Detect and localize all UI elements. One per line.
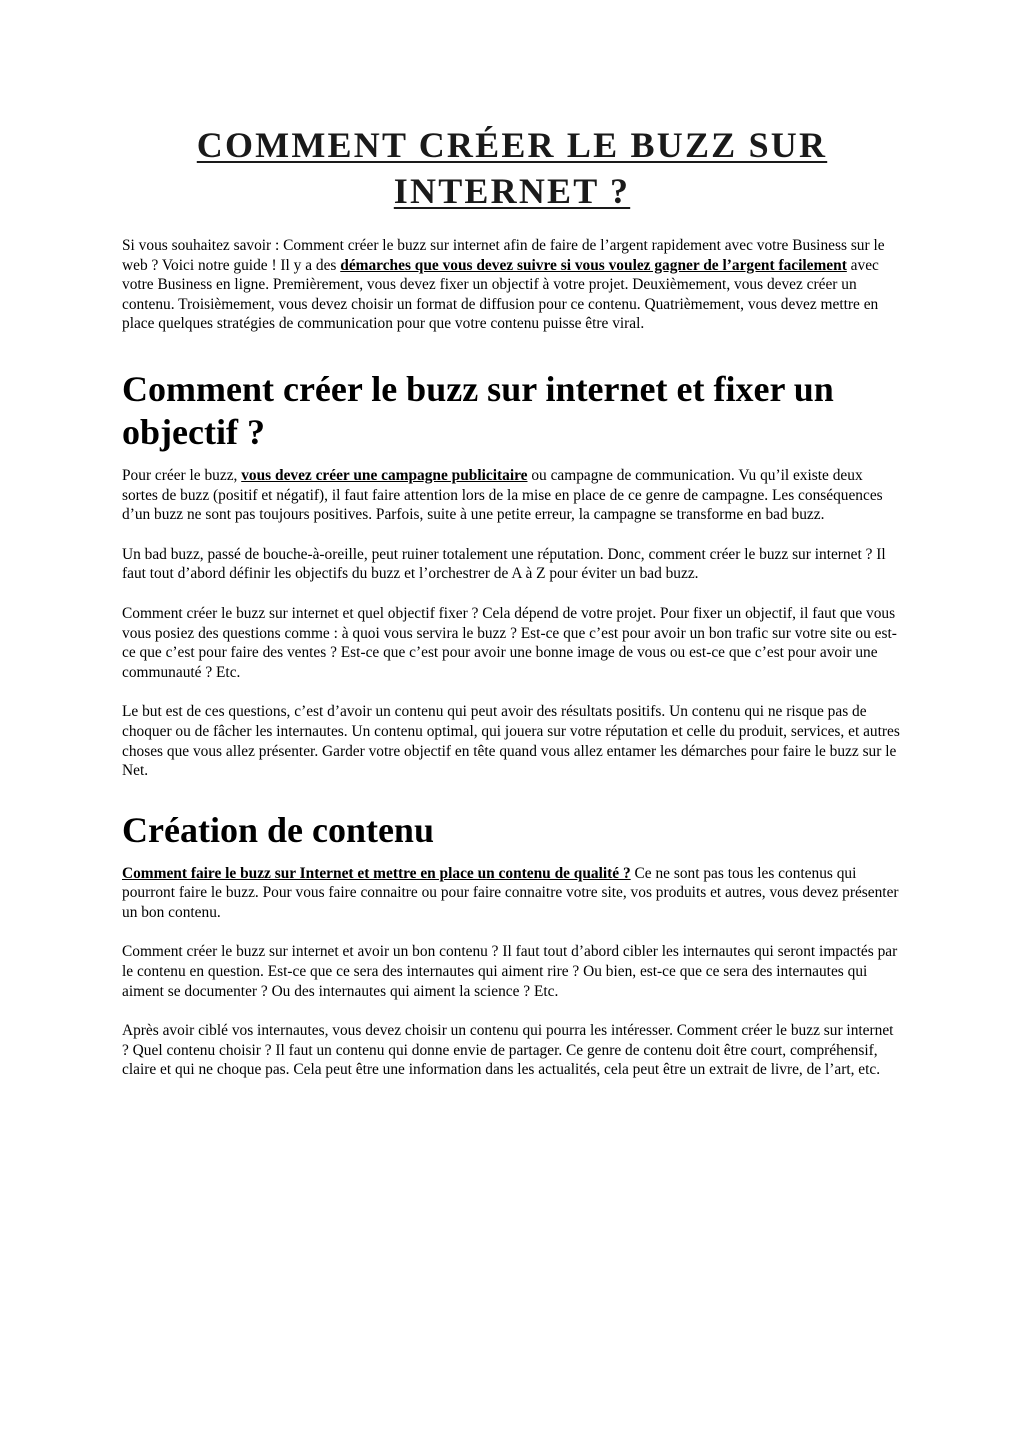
section1-p1-text-start: Pour créer le buzz,	[122, 466, 242, 484]
section1-p1-text-end: ou campagne de communication. Vu qu’il existe deux sortes de buzz (positif et négatif), il faut faire attention lors de la mise en place de ce genre de campagne. Les conséquences d’un buzz ne sont pas toujours positives. Parfois, suite à une petite erreur, la campagne se transforme en bad buzz.	[122, 466, 883, 524]
section2-paragraph-3: Après avoir ciblé vos internautes, vous devez choisir un contenu qui pourra les intéresser. Comment créer le buzz sur internet ? Quel contenu choisir ? Il faut un contenu qui donne envie de partager. Ce genre de contenu doit être court, compréhensif, claire et qui ne choque pas. Cela peut être une information dans les actualités, cela peut être un extrait de livre, de l’art, etc.	[122, 1022, 894, 1079]
page-title	[122, 122, 902, 214]
section1-paragraph-4: Le but est de ces questions, c’est d’avoir un contenu qui peut avoir des résultats positifs. Un contenu qui ne risque pas de choquer ou de fâcher les internautes. Un contenu optimal, qui jouera sur votre réputation et celle du produit, services, et autres choses que vous allez présenter. Garder votre objectif en tête quand vous allez entamer les démarches pour faire le buzz sur le Net.	[122, 703, 900, 780]
document-page	[122, 122, 902, 1100]
section1-paragraph-1	[122, 466, 902, 525]
page-title-text: COMMENT CRÉER LE BUZZ SUR INTERNET ?	[196, 125, 828, 211]
section2-paragraph-2: Comment créer le buzz sur internet et avoir un bon contenu ? Il faut tout d’abord cibler les internautes qui seront impactés par le contenu en question. Est-ce que ce sera des internautes qui aiment rire ? Ou bien, est-ce que ce sera des internautes qui aiment se documenter ? Ou des internautes qui aiment la science ? Etc.	[122, 943, 898, 1000]
contenu-qualite-link[interactable]: Comment faire le buzz sur Internet et mettre en place un contenu de qualité ?	[122, 864, 631, 882]
intro-text-start: Si vous souhaitez savoir : Comment créer le buzz sur internet afin de faire de l’argent rapidement avec votre Business sur le web ? Voici notre guide ! Il y a des	[122, 237, 885, 274]
section1-paragraph-2: Un bad buzz, passé de bouche-à-oreille, peut ruiner totalement une réputation. Donc, comment créer le buzz sur internet ? Il faut tout d’abord définir les objectifs du buzz et l’orchestrer de A à Z pour éviter un bad buzz.	[122, 545, 886, 583]
intro-link[interactable]: démarches que vous devez suivre si vous voulez gagner de l’argent facilement	[340, 256, 847, 274]
campagne-publicitaire-link[interactable]: vous devez créer une campagne publicitaire	[241, 466, 528, 484]
section2-paragraph-1	[122, 864, 902, 923]
section-heading-contenu: Création de contenu	[122, 809, 434, 850]
section-heading-objectif: Comment créer le buzz sur internet et fixer un objectif ?	[122, 368, 834, 452]
intro-text-end: avec votre Business en ligne. Premièrement, vous devez fixer un objectif à votre projet. Deuxièmement, vous devez créer un contenu. Troisièmement, vous devez choisir un format de diffusion pour ce contenu. Quatrièmement, vous devez mettre en place quelques stratégies de communication pour que votre contenu puisse être viral.	[122, 256, 879, 333]
section1-paragraph-3: Comment créer le buzz sur internet et quel objectif fixer ? Cela dépend de votre projet. Pour fixer un objectif, il faut que vous vous posiez des questions comme : à quoi vous servira le buzz ? Est-ce que c’est pour avoir un bon trafic sur votre site ou est-ce que c’est pour faire des ventes ? Est-ce que c’est pour avoir une bonne image de vous ou est-ce que c’est pour avoir une communauté ? Etc.	[122, 604, 897, 681]
intro-paragraph	[122, 236, 902, 334]
section2-p1-text-end: Ce ne sont pas tous les contenus qui pourront faire le buzz. Pour vous faire connaitre ou pour faire connaitre votre site, vos produits et autres, vous devez présenter un bon contenu.	[122, 864, 899, 921]
